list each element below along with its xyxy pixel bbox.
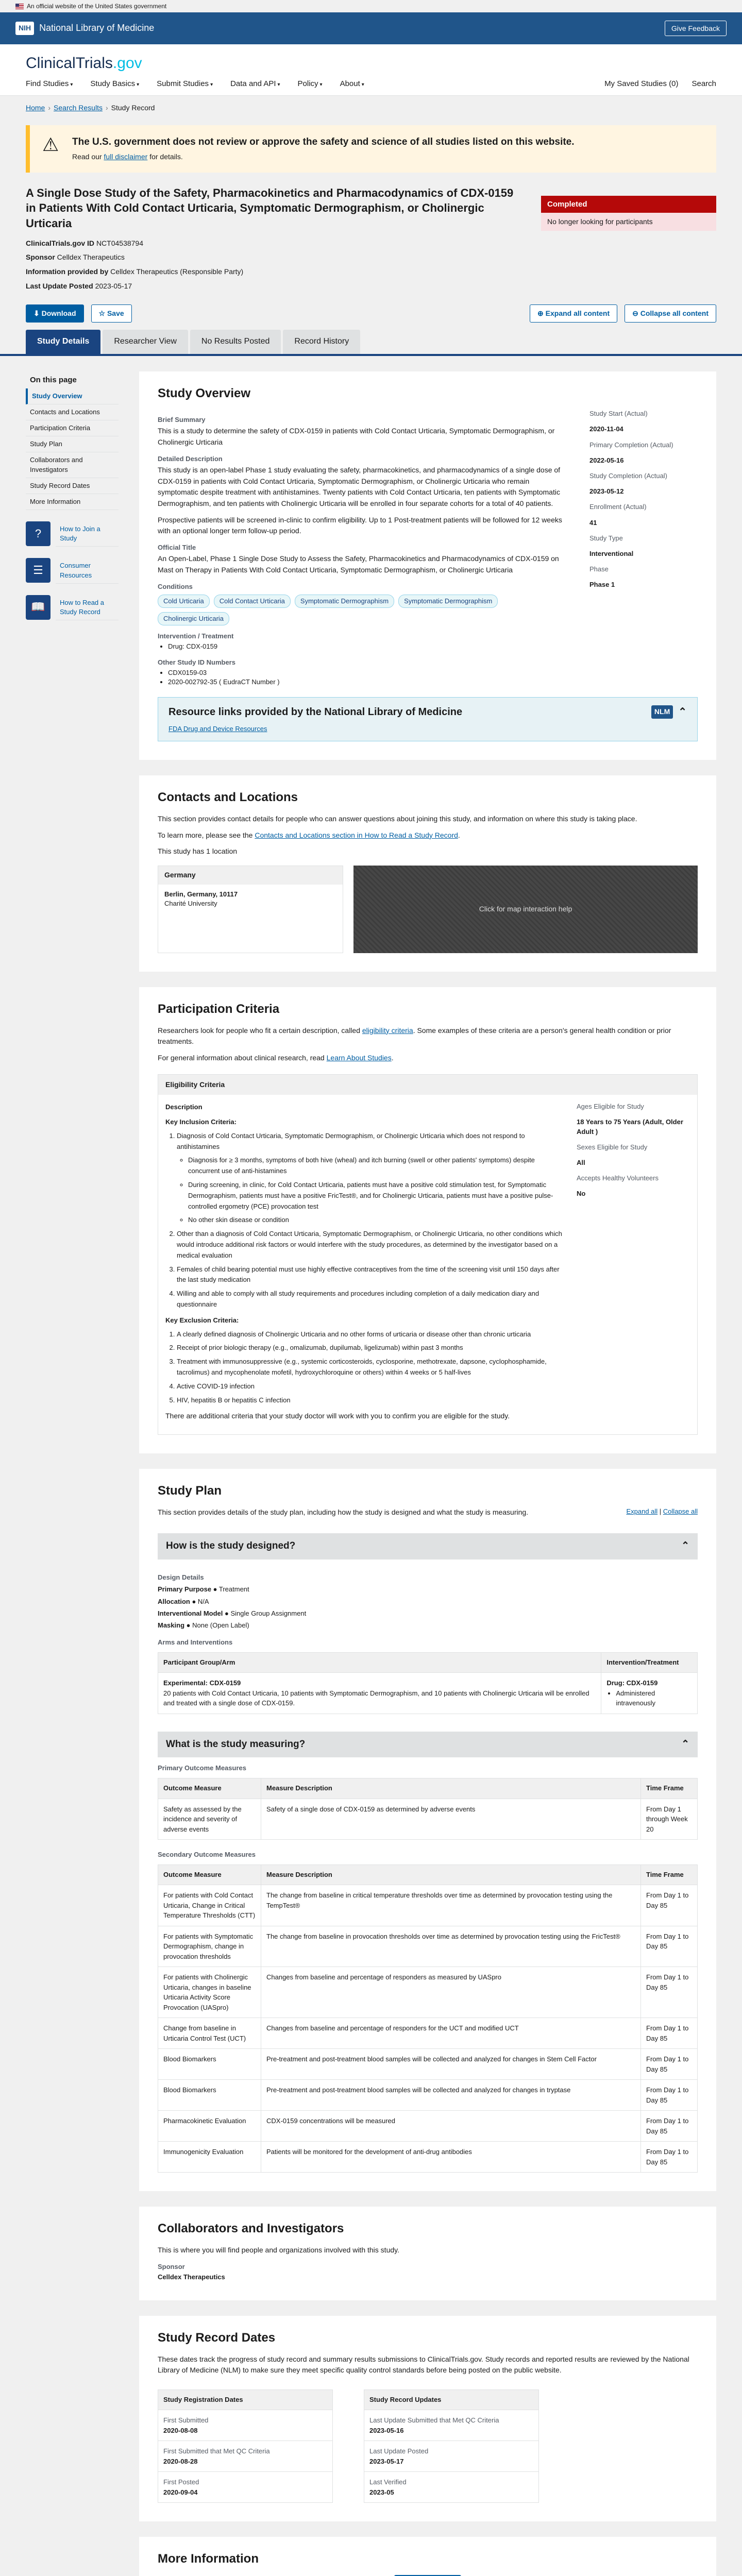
table-row: Change from baseline in Urticaria Control Test (UCT) Changes from baseline and percentage of responders for the UCT and modified UCT From Day 1 to Day 85 xyxy=(158,2018,698,2049)
list-item: 3. Females of child bearing potential must use highly effective contraceptives from the time of the screening visit until 150 days after the last study medication xyxy=(177,1264,566,1286)
site-header xyxy=(0,44,742,96)
help-icon: ☰ xyxy=(26,558,50,583)
nav-study-basics[interactable]: Study Basics ▾ xyxy=(90,79,140,88)
table-row: Experimental: CDX-0159 20 patients with Cold Contact Urticaria, 10 patients with Symptomatic Dermographism, and 10 patients with Cholinergic Urticaria will be enrolled and treated with a single dose of CDX-0159. Drug: CDX-0159 • Administered intravenously xyxy=(158,1673,698,1714)
location-map[interactable]: Click for map interaction help xyxy=(353,866,698,953)
nlm-logo[interactable]: NIH National Library of Medicine xyxy=(15,22,154,35)
site-logo[interactable]: ClinicalTrials.gov xyxy=(26,55,142,72)
measure-accordion[interactable]: What is the study measuring? ⌃ xyxy=(158,1732,698,1758)
list-item: 3. Treatment with immunosuppressive (e.g., systemic corticosteroids, cyclosporine, methotrexate, dapsone, cyclophosphamide, tacrolimus) and mycophenolate mofetil, hydroxychloroquine or others) within 4 weeks or 5 half-lives xyxy=(177,1357,566,1378)
status-badge: Completed No longer looking for participants xyxy=(541,196,716,295)
chevron-up-icon: ⌃ xyxy=(681,1738,689,1750)
list-item: 2. Other than a diagnosis of Cold Contact Urticaria, Symptomatic Dermographism, or Cholinergic Urticaria, no other conditions which would introduce additional risk factors or would interfere with the study procedures, as determined by the investigator based on a medical evaluation xyxy=(177,1229,566,1261)
design-accordion[interactable]: How is the study designed? ⌃ xyxy=(158,1533,698,1560)
sidebar-item-study-record-dates[interactable]: Study Record Dates xyxy=(26,478,119,494)
chevron-down-icon: ▾ xyxy=(70,82,73,88)
gov-banner: An official website of the United States government xyxy=(0,0,742,12)
breadcrumb-current: Study Record xyxy=(111,104,155,112)
list-item: 1. Diagnosis of Cold Contact Urticaria, Symptomatic Dermographism, or Cholinergic Urticaria which does not respond to antihistamines ◦ Diagnosis for ≥ 3 months, symptoms of both hive (wheal) and itch burning (swell or other patients' symptoms) despite concurrent use of anti-histamines ◦ During screening, in clinic, for Cold Contact Urticaria, patients must have a positive cold stimulation test, for Symptomatic Dermographism, patients must have a positive FricTest®, and for Cholinergic Urticaria, patients must have a positive pulse-controlled ergometry (PCE) provocation test ◦ No other skin disease or condition xyxy=(177,1131,566,1226)
location-list: Germany Berlin, Germany, 10117 Charité University xyxy=(158,866,343,953)
table-row: For patients with Cholinergic Urticaria, changes in baseline Urticaria Activity Score Provocation (UASpro) Changes from baseline and percentage of responders as measured by UASpro From Day 1 to Day 85 xyxy=(158,1967,698,2018)
info-item: Study Type Interventional xyxy=(589,534,634,557)
nav-my-saved-studies-0[interactable]: My Saved Studies (0) xyxy=(604,79,679,88)
tab-record-history[interactable]: Record History xyxy=(283,330,360,353)
arms-table: Participant Group/Arm Intervention/Treatment Experimental: CDX-0159 20 patients with Cold Contact Urticaria, 10 patients with Symptomatic Dermographism, and 10 patients with Cholinergic Urticaria will be enrolled and treated with a single dose of CDX-0159. Drug: CDX-0159 • Administered intravenously xyxy=(158,1652,698,1714)
disclaimer-link[interactable]: full disclaimer xyxy=(104,152,148,161)
table-row: Immunogenicity Evaluation Patients will be monitored for the development of anti-drug antibodies From Day 1 to Day 85 xyxy=(158,2142,698,2173)
condition-chip[interactable]: Cold Urticaria xyxy=(158,595,210,608)
table-row: Last Update Submitted that Met QC Criteria 2023-05-16 xyxy=(364,2410,539,2441)
sidebar-item-contacts-and-locations[interactable]: Contacts and Locations xyxy=(26,404,119,420)
sidebar xyxy=(26,371,119,2576)
help-icon: 📖 xyxy=(26,595,50,620)
study-tabs xyxy=(0,330,742,355)
table-row: For patients with Symptomatic Dermographism, change in provocation thresholds The change from baseline in provocation thresholds over time as determined by provocation testing using the FricTest® From Day 1 to Day 85 xyxy=(158,1926,698,1967)
chevron-down-icon: ▾ xyxy=(277,82,280,88)
last-update-date: 2023-05-17 xyxy=(95,281,132,290)
list-item: 5. HIV, hepatitis B or hepatitis C infection xyxy=(177,1395,566,1406)
info-item: Study Completion (Actual) 2023-05-12 xyxy=(589,471,668,496)
record-dates-section: Study Record Dates These dates track the progress of study record and summary results submissions to ClinicalTrials.gov. Study records and reported results are reviewed by the National Library of Medicine (NLM) to make sure they meet specific quality control standards before being posted on the public website. Study Registration Dates First Submitted 2020-08-08 First Submitted that Met QC Criteria 2020-08-28 First Posted 2020-09-04 Study Record Updates Last Update Submitted that Met QC Criteria 2023-05-16 Last Update Posted 2023-05-17 Last Verified 2023-05 xyxy=(139,2316,716,2521)
list-item: ◦ Diagnosis for ≥ 3 months, symptoms of both hive (wheal) and itch burning (swell or other patients' symptoms) despite concurrent use of anti-histamines xyxy=(188,1155,566,1177)
list-item: • 2020-002792-35 ( EudraCT Number ) xyxy=(168,677,569,687)
chevron-down-icon: ▾ xyxy=(137,82,140,88)
condition-chip[interactable]: Cold Contact Urticaria xyxy=(214,595,291,608)
alert-title: The U.S. government does not review or approve the safety and science of all studies listed on this website. xyxy=(72,136,575,147)
list-item: • Drug: CDX-0159 xyxy=(168,642,569,651)
help-link[interactable]: ? How to Join a Study xyxy=(26,521,119,547)
chevron-down-icon: ▾ xyxy=(210,82,213,88)
list-item: • CDX0159-03 xyxy=(168,668,569,677)
breadcrumb-home[interactable]: Home xyxy=(26,104,45,112)
list-item: 4. Active COVID-19 infection xyxy=(177,1381,566,1392)
chevron-up-icon[interactable]: ⌃ xyxy=(678,706,687,718)
study-overview-section: Study Overview Brief Summary This is a study to determine the safety of CDX-0159 in patients with Cold Contact Urticaria, Symptomatic Dermographism, or Cholinergic Urticaria Detailed Description This study is an open-label Phase 1 study evaluating the safety, pharmacokinetics, and pharmacodynamics of a single dose of CDX-0159 in patients with Cold Contact Urticaria, Symptomatic Dermographism, or Cholinergic Urticaria who remain symptomatic despite treatment with antihistamines. Twenty patients with Cold Contact Urticaria, ten patients with Symptomatic Dermographism, and ten patients with Cholinergic Urticaria will be enrolled in four separate cohorts for a total of 40 patients. Prospective patients will be screened in-clinic to confirm eligibility. Up to 1 Post-treatment patients will be followed for 12 weeks with an optional longer term follow-up period. Official Title An Open-Label, Phase 1 Single Dose Study to Assess the Safety, Pharmacokinetics and Pharmacodynamics of CDX-0159 on Mast on Therapy in Patients With Cold Contact Urticaria, Symptomatic Dermographism, or Cholinergic Urticaria Conditions Cold Urticaria Cold Contact Urticaria Symptomatic Dermographism Symptomatic Dermographism Cholinergic Urticaria Intervention / Treatment • Drug: CDX-0159 Other Study ID Numbers • CDX0159-03 • 2020-002792-35 ( EudraCT Number ) Study Start (Actual) 2020-11-04 Primary Completion (Actual) 2022-05-16 Study Completion (Actual) 2023-05-12 Enrollment (Actual) 41 Study Type Interventional Phase Phase 1 Resource links provided by the National Library of Medicine NLM ⌃ FDA Drug and Device Resources xyxy=(139,371,716,760)
help-icon: ? xyxy=(26,521,50,546)
registration-dates-table: Study Registration Dates First Submitted 2020-08-08 First Submitted that Met QC Criteria 2020-08-28 First Posted 2020-09-04 xyxy=(158,2389,333,2503)
sponsor-name: Celldex Therapeutics xyxy=(57,253,125,262)
nav-find-studies[interactable]: Find Studies ▾ xyxy=(26,79,73,88)
chevron-right-icon: › xyxy=(105,104,108,112)
table-row: First Submitted that Met QC Criteria 2020-08-28 xyxy=(158,2441,333,2472)
sidebar-item-collaborators-and-investigators[interactable]: Collaborators and Investigators xyxy=(26,452,119,478)
list-item: 2. Receipt of prior biologic therapy (e.g., omalizumab, dupilumab, ligelizumab) within past 3 months xyxy=(177,1343,566,1353)
nih-badge: NIH xyxy=(15,22,34,35)
chevron-right-icon: › xyxy=(48,104,51,112)
table-row: Last Verified 2023-05 xyxy=(364,2472,539,2503)
list-item: ◦ No other skin disease or condition xyxy=(188,1215,566,1226)
criteria-section: Participation Criteria Researchers look for people who fit a certain description, called eligibility criteria. Some examples of these criteria are a person's general health condition or prior treatments. For general information about clinical research, read Learn About Studies. Eligibility Criteria Description Key Inclusion Criteria: 1. Diagnosis of Cold Contact Urticaria, Symptomatic Dermographism, or Cholinergic Urticaria which does not respond to antihistamines ◦ Diagnosis for ≥ 3 months, symptoms of both hive (wheal) and itch burning (swell or other patients' symptoms) despite concurrent use of anti-histamines ◦ During screening, in clinic, for Cold Contact Urticaria, patients must have a positive cold stimulation test, for Symptomatic Dermographism, patients must have a positive FricTest®, and for Cholinergic Urticaria, patients must have a positive pulse-controlled ergometry (PCE) provocation test ◦ No other skin disease or condition 2. Other than a diagnosis of Cold Contact Urticaria, Symptomatic Dermographism, or Cholinergic Urticaria, no other conditions which would introduce additional risk factors or would interfere with the study procedures, as determined by the investigator based on a medical evaluation 3. Females of child bearing potential must use highly effective contraceptives from the time of the screening visit until 150 days after the last study medication 4. Willing and able to comply with all study requirements and procedures including completion of a daily medication diary and questionnaire Key Exclusion Criteria: 1. A clearly defined diagnosis of Cholinergic Urticaria and no other forms of urticaria or disease other than chronic urticaria 2. Receipt of prior biologic therapy (e.g., omalizumab, dupilumab, ligelizumab) within past 3 months 3. Treatment with immunosuppressive (e.g., systemic corticosteroids, cyclosporine, methotrexate, dapsone, cyclophosphamide, tacrolimus) and mycophenolate mofetil, hydroxychloroquine or others) within 4 weeks or 5 half-lives 4. Active COVID-19 infection 5. HIV, hepatitis B or hepatitis C infection There are additional criteria that your study doctor will work with you to confirm you are eligible for the study. Ages Eligible for Study 18 Years to 75 Years (Adult, Older Adult ) Sexes Eligible for Study All Accepts Healthy Volunteers No xyxy=(139,987,716,1453)
give-feedback-button[interactable]: Give Feedback xyxy=(665,21,727,36)
eligibility-box: Eligibility Criteria Description Key Inclusion Criteria: 1. Diagnosis of Cold Contact Urticaria, Symptomatic Dermographism, or Cholinergic Urticaria which does not respond to antihistamines ◦ Diagnosis for ≥ 3 months, symptoms of both hive (wheal) and itch burning (swell or other patients' symptoms) despite concurrent use of anti-histamines ◦ During screening, in clinic, for Cold Contact Urticaria, patients must have a positive cold stimulation test, for Symptomatic Dermographism, patients must have a positive FricTest®, and for Cholinergic Urticaria, patients must have a positive pulse-controlled ergometry (PCE) provocation test ◦ No other skin disease or condition 2. Other than a diagnosis of Cold Contact Urticaria, Symptomatic Dermographism, or Cholinergic Urticaria, no other conditions which would introduce additional risk factors or would interfere with the study procedures, as determined by the investigator based on a medical evaluation 3. Females of child bearing potential must use highly effective contraceptives from the time of the screening visit until 150 days after the last study medication 4. Willing and able to comply with all study requirements and procedures including completion of a daily medication diary and questionnaire Key Exclusion Criteria: 1. A clearly defined diagnosis of Cholinergic Urticaria and no other forms of urticaria or disease other than chronic urticaria 2. Receipt of prior biologic therapy (e.g., omalizumab, dupilumab, ligelizumab) within past 3 months 3. Treatment with immunosuppressive (e.g., systemic corticosteroids, cyclosporine, methotrexate, dapsone, cyclophosphamide, tacrolimus) and mycophenolate mofetil, hydroxychloroquine or others) within 4 weeks or 5 half-lives 4. Active COVID-19 infection 5. HIV, hepatitis B or hepatitis C infection There are additional criteria that your study doctor will work with you to confirm you are eligible for the study. Ages Eligible for Study 18 Years to 75 Years (Adult, Older Adult ) Sexes Eligible for Study All Accepts Healthy Volunteers No xyxy=(158,1074,698,1435)
sidebar-title: On this page xyxy=(30,375,77,384)
nav-data-and-api[interactable]: Data and API ▾ xyxy=(230,79,280,88)
warning-icon: ⚠ xyxy=(42,133,59,155)
study-header: A Single Dose Study of the Safety, Pharmacokinetics and Pharmacodynamics of CDX-0159 in Patients With Cold Contact Urticaria, Symptomatic Dermographism, or Cholinergic Urticaria ClinicalTrials.gov ID NCT04538794 Sponsor Celldex Therapeutics Information provided by Celldex Therapeutics (Responsible Party) Last Update Posted 2023-05-17 Completed No longer looking for participants xyxy=(0,180,742,304)
nav-search[interactable]: Search xyxy=(692,79,716,88)
more-info-section: More Information xyxy=(139,2537,716,2576)
breadcrumb xyxy=(0,96,742,117)
nav-submit-studies[interactable]: Submit Studies ▾ xyxy=(157,79,213,88)
condition-chip[interactable]: Symptomatic Dermographism xyxy=(295,595,394,608)
help-link[interactable]: ☰ Consumer Resources xyxy=(26,558,119,583)
table-row: First Submitted 2020-08-08 xyxy=(158,2410,333,2441)
record-updates-table: Study Record Updates Last Update Submitted that Met QC Criteria 2023-05-16 Last Update Posted 2023-05-17 Last Verified 2023-05 xyxy=(364,2389,539,2503)
action-bar xyxy=(0,304,742,330)
study-id: NCT04538794 xyxy=(96,239,143,247)
design-item: Masking ● None (Open Label) xyxy=(158,1621,249,1630)
expand-all-button[interactable]: ⊕ Expand all content xyxy=(530,304,617,323)
breadcrumb-search-results[interactable]: Search Results xyxy=(54,104,103,112)
info-item: Accepts Healthy Volunteers No xyxy=(577,1174,659,1198)
us-flag-icon xyxy=(15,4,24,9)
sidebar-item-study-plan[interactable]: Study Plan xyxy=(26,436,119,452)
disclaimer-alert: ⚠ The U.S. government does not review or approve the safety and science of all studies listed on this website. Read our full disclaimer for details. xyxy=(26,125,716,173)
collaborators-section: Collaborators and Investigators This is where you will find people and organizations involved with this study. Sponsor Celldex Therapeutics xyxy=(139,2207,716,2300)
contacts-section: Contacts and Locations This section provides contact details for people who can answer questions about joining this study, and information on where this study is taking place. To learn more, please see the Contacts and Locations section in How to Read a Study Record. This study has 1 location Germany Berlin, Germany, 10117 Charité University Click for map interaction help xyxy=(139,775,716,972)
chevron-down-icon: ▾ xyxy=(319,82,323,88)
secondary-outcomes-table: Outcome Measure Measure Description Time Frame For patients with Cold Contact Urticaria, Change in Critical Temperature Thresholds (CTT) The change from baseline in critical temperature thresholds over time as determined by provocation testing using the TempTest® From Day 1 to Day 85 For patients with Symptomatic Dermographism, change in provocation thresholds The change from baseline in provocation thresholds over time as determined by provocation testing using the FricTest® From Day 1 to Day 85 For patients with Cholinergic Urticaria, changes in baseline Urticaria Activity Score Provocation (UASpro) Changes from baseline and percentage of responders as measured by UASpro From Day 1 to Day 85 Change from baseline in Urticaria Control Test (UCT) Changes from baseline and percentage of responders for the UCT and modified UCT From Day 1 to Day 85 Blood Biomarkers Pre-treatment and post-treatment blood samples will be collected and analyzed for changes in Stem Cell Factor From Day 1 to Day 85 Blood Biomarkers Pre-treatment and post-treatment blood samples will be collected and analyzed for changes in tryptase From Day 1 to Day 85 Pharmacokinetic Evaluation CDX-0159 concentrations will be measured From Day 1 to Day 85 Immunogenicity Evaluation Patients will be monitored for the development of anti-drug antibodies From Day 1 to Day 85 xyxy=(158,1865,698,2173)
main-nav xyxy=(26,78,716,95)
condition-chip[interactable]: Cholinergic Urticaria xyxy=(158,612,229,625)
sidebar-item-study-overview[interactable]: Study Overview xyxy=(26,388,119,404)
table-row: Blood Biomarkers Pre-treatment and post-treatment blood samples will be collected and analyzed for changes in Stem Cell Factor From Day 1 to Day 85 xyxy=(158,2049,698,2080)
help-link[interactable]: 📖 How to Read a Study Record xyxy=(26,595,119,620)
info-item: Ages Eligible for Study 18 Years to 75 Years (Adult, Older Adult ) xyxy=(577,1103,683,1136)
table-row: Last Update Posted 2023-05-17 xyxy=(364,2441,539,2472)
collapse-all-button[interactable]: ⊖ Collapse all content xyxy=(625,304,716,323)
nlm-bar xyxy=(0,12,742,44)
nlm-resources: Resource links provided by the National Library of Medicine NLM ⌃ FDA Drug and Device Resources xyxy=(158,697,698,741)
fda-resources-link[interactable]: FDA Drug and Device Resources xyxy=(168,725,267,733)
tab-study-details[interactable]: Study Details xyxy=(26,330,100,353)
location-count: This study has 1 location xyxy=(158,847,238,856)
list-item: ◦ During screening, in clinic, for Cold Contact Urticaria, patients must have a positive cold stimulation test, for Symptomatic Dermographism, patients must have a positive FricTest®, and for Cholinergic Urticaria, patients must have a positive pulse-controlled ergometry (PCE) provocation test xyxy=(188,1180,566,1212)
study-title: A Single Dose Study of the Safety, Pharmacokinetics and Pharmacodynamics of CDX-0159 in Patients With Cold Contact Urticaria, Symptomatic Dermographism, or Cholinergic Urticaria xyxy=(26,186,514,230)
design-item: Primary Purpose ● Treatment xyxy=(158,1585,249,1594)
info-item: Study Start (Actual) 2020-11-04 xyxy=(589,410,648,433)
table-row: Safety as assessed by the incidence and severity of adverse events Safety of a single dose of CDX-0159 as determined by adverse events From Day 1 through Week 20 xyxy=(158,1799,698,1840)
chevron-up-icon: ⌃ xyxy=(681,1540,689,1552)
table-row: For patients with Cold Contact Urticaria, Change in Critical Temperature Thresholds (CTT) The change from baseline in critical temperature thresholds over time as determined by provocation testing using the TempTest® From Day 1 to Day 85 xyxy=(158,1885,698,1926)
nav-about[interactable]: About ▾ xyxy=(340,79,364,88)
chevron-down-icon: ▾ xyxy=(361,82,364,88)
design-item: Allocation ● N/A xyxy=(158,1597,209,1605)
table-row: Blood Biomarkers Pre-treatment and post-treatment blood samples will be collected and analyzed for changes in tryptase From Day 1 to Day 85 xyxy=(158,2080,698,2111)
info-item: Phase Phase 1 xyxy=(589,565,615,589)
tab-no-results-posted[interactable]: No Results Posted xyxy=(190,330,281,353)
table-row: First Posted 2020-09-04 xyxy=(158,2472,333,2503)
tab-researcher-view[interactable]: Researcher View xyxy=(103,330,188,353)
primary-outcomes-table: Outcome Measure Measure Description Time Frame Safety as assessed by the incidence and severity of adverse events Safety of a single dose of CDX-0159 as determined by adverse events From Day 1 through Week 20 xyxy=(158,1778,698,1840)
condition-chip[interactable]: Symptomatic Dermographism xyxy=(398,595,498,608)
design-item: Interventional Model ● Single Group Assignment xyxy=(158,1609,307,1617)
info-item: Sexes Eligible for Study All xyxy=(577,1143,648,1166)
study-plan-section: Study Plan This section provides details of the study plan, including how the study is designed and what the study is measuring. Expand all | Collapse all How is the study designed? ⌃ Design Details Primary Purpose ● Treatment Allocation ● N/A Interventional Model ● Single Group Assignment Masking ● None (Open Label) Arms and Interventions Participant Group/Arm Intervention/Treatment Experimental: CDX-0159 20 patients with Cold Contact Urticaria, 10 patients with Symptomatic Dermographism, and 10 patients with Cholinergic Urticaria will be enrolled and treated with a single dose of CDX-0159. Drug: CDX-0159 • Administered intravenously What is the study measuring? ⌃ Primary Outcome Measures Outcome Measure Measure Description Time Frame Safety as assessed by the incidence and severity of adverse events Safety of a single dose of CDX-0159 as determined by adverse events From Day 1 through Week 20 Secondary Outcome Measures Outcome Measure Measure Description Time Frame For patients with Cold Contact Urticaria, Change in Critical Temperature Thresholds (CTT) The change from baseline in critical temperature thresholds over time as determined by provocation testing using the TempTest® From Day 1 to Day 85 For patients with Symptomatic Dermographism, change in provocation thresholds The change from baseline in provocation thresholds over time as determined by provocation testing using the FricTest® From Day 1 to Day 85 For patients with Cholinergic Urticaria, changes in baseline Urticaria Activity Score Provocation (UASpro) Changes from baseline and percentage of responders as measured by UASpro From Day 1 to Day 85 Change from baseline in Urticaria Control Test (UCT) Changes from baseline and percentage of responders for the UCT and modified UCT From Day 1 to Day 85 Blood Biomarkers Pre-treatment and post-treatment blood samples will be collected and analyzed for changes in Stem Cell Factor From Day 1 to Day 85 Blood Biomarkers Pre-treatment and post-treatment blood samples will be collected and analyzed for changes in tryptase From Day 1 to Day 85 Pharmacokinetic Evaluation CDX-0159 concentrations will be measured From Day 1 to Day 85 Immunogenicity Evaluation Patients will be monitored for the development of anti-drug antibodies From Day 1 to Day 85 xyxy=(139,1469,716,2191)
save-button[interactable]: ☆ Save xyxy=(91,304,132,323)
list-item: 1. A clearly defined diagnosis of Cholinergic Urticaria and no other forms of urticaria or disease other than chronic urticaria xyxy=(177,1329,566,1340)
download-button[interactable]: ⬇ Download xyxy=(26,304,84,323)
location-item: Berlin, Germany, 10117 Charité University xyxy=(164,890,238,907)
sidebar-item-participation-criteria[interactable]: Participation Criteria xyxy=(26,420,119,436)
table-row: Pharmacokinetic Evaluation CDX-0159 concentrations will be measured From Day 1 to Day 85 xyxy=(158,2111,698,2142)
list-item: 4. Willing and able to comply with all study requirements and procedures including completion of a daily medication diary and questionnaire xyxy=(177,1289,566,1310)
info-item: Enrollment (Actual) 41 xyxy=(589,503,647,527)
nav-policy[interactable]: Policy ▾ xyxy=(297,79,323,88)
sidebar-item-more-information[interactable]: More Information xyxy=(26,494,119,510)
info-item: Primary Completion (Actual) 2022-05-16 xyxy=(589,440,673,464)
